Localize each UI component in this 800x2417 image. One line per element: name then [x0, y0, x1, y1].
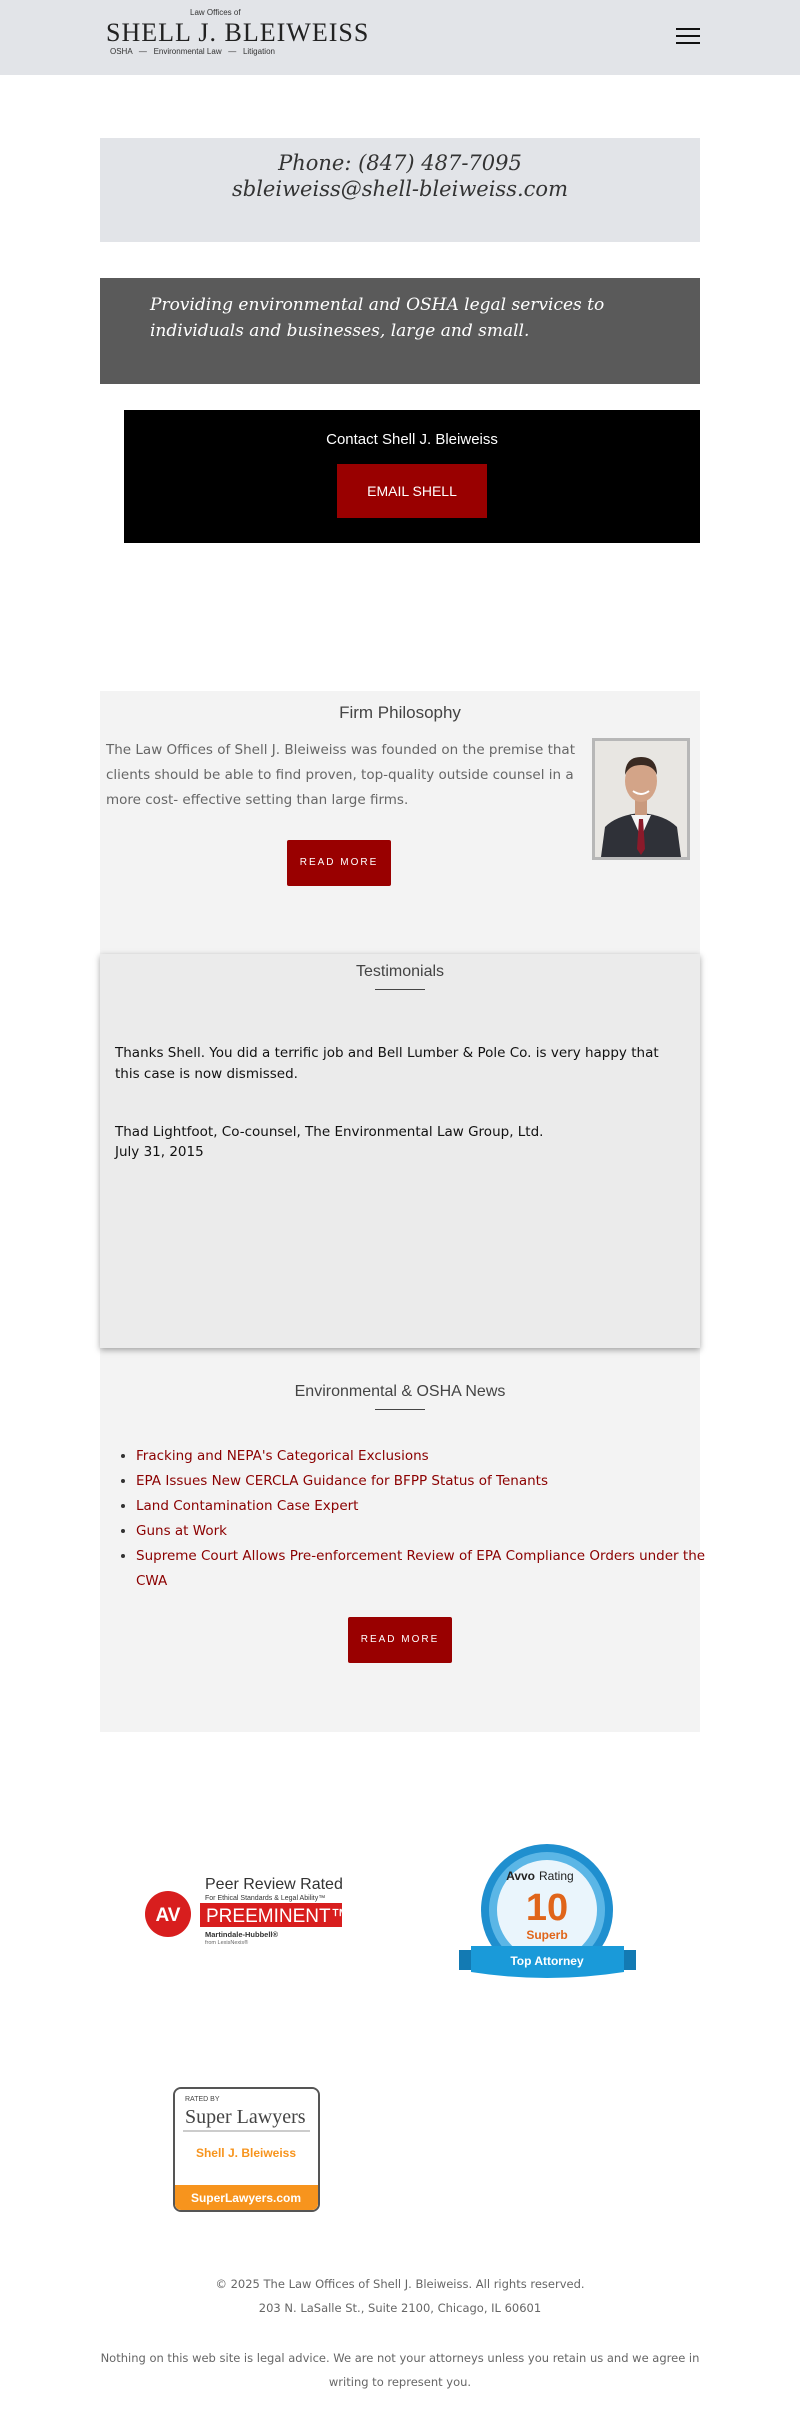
av-line2: For Ethical Standards & Legal Ability™: [205, 1895, 326, 1902]
footer-info: [0, 2272, 800, 2320]
av-from: from LexisNexis®: [205, 1940, 249, 1946]
sl-brand: Super Lawyers: [185, 2106, 306, 2128]
news-link[interactable]: EPA Issues New CERCLA Guidance for BFPP Status of Tenants: [136, 1473, 548, 1489]
av-preeminent-badge[interactable]: [144, 1874, 344, 1946]
email-address[interactable]: sbleiweiss@shell-bleiweiss.com: [232, 177, 568, 201]
disclaimer-text: Nothing on this web site is legal advice. We are not your attorneys unless you retain us and we agree in writing to represent you.: [100, 2351, 700, 2389]
news-link[interactable]: Guns at Work: [136, 1523, 227, 1539]
av-line1: Peer Review Rated: [205, 1876, 343, 1893]
attorney-portrait: [592, 738, 690, 860]
testimonial-date: July 31, 2015: [115, 1144, 204, 1160]
list-item: [136, 1444, 716, 1469]
sl-name: Shell J. Bleiweiss: [195, 2146, 297, 2160]
avvo-rating-label: Rating: [539, 1869, 574, 1883]
avvo-rating-badge[interactable]: [455, 1842, 640, 1992]
avvo-brand: Avvo: [506, 1869, 535, 1883]
av-badge-graphic: [144, 1874, 344, 1946]
portrait-image: [595, 741, 687, 857]
testimonials-title: Testimonials: [355, 963, 445, 980]
address-text: 203 N. LaSalle St., Suite 2100, Chicago, IL 60601: [258, 2301, 542, 2315]
philosophy-text: The Law Offices of Shell J. Bleiweiss was founded on the premise that clients should be able to find proven, top-quality outside counsel in a more cost- effective setting than large firms.: [106, 742, 575, 808]
menu-icon[interactable]: [676, 28, 700, 46]
title-underline: [375, 1409, 425, 1410]
testimonial-quote: Thanks Shell. You did a terrific job and Bell Lumber & Pole Co. is very happy that this case is now dismissed.: [115, 1045, 659, 1082]
super-lawyers-graphic: [175, 2089, 318, 2210]
logo-tagline: OSHA — Environmental Law — Litigation: [110, 47, 275, 56]
tagline-text: Providing environmental and OSHA legal services to individuals and businesses, large and small.: [150, 295, 605, 341]
news-title: Environmental & OSHA News: [294, 1383, 506, 1400]
phone-number[interactable]: Phone: (847) 487-7095: [278, 151, 522, 175]
sl-site: SuperLawyers.com: [190, 2191, 302, 2205]
contact-cta-title: Contact Shell J. Bleiweiss: [326, 431, 498, 448]
philosophy-read-more-button[interactable]: READ MORE: [287, 840, 391, 886]
news-heading: [100, 1383, 700, 1410]
list-item: [136, 1494, 716, 1519]
philosophy-title: Firm Philosophy: [339, 703, 461, 722]
list-item: [136, 1519, 716, 1544]
avvo-word: Superb: [526, 1928, 568, 1942]
av-mark: AV: [155, 1905, 181, 1926]
news-read-more-button[interactable]: READ MORE: [348, 1617, 452, 1663]
contact-info-box: [100, 138, 700, 242]
logo-subtitle[interactable]: Law Offices of: [190, 8, 241, 17]
avvo-ribbon: Top Attorney: [510, 1954, 584, 1968]
news-link[interactable]: Fracking and NEPA's Categorical Exclusions: [136, 1448, 429, 1464]
copyright-text: © 2025 The Law Offices of Shell J. Bleiweiss. All rights reserved.: [215, 2277, 585, 2291]
list-item: [136, 1544, 716, 1594]
testimonials-heading: [100, 963, 700, 990]
av-rating: PREEMINENT™: [206, 1906, 344, 1927]
email-shell-button[interactable]: EMAIL SHELL: [337, 464, 487, 518]
news-list: [116, 1444, 716, 1594]
avvo-badge-graphic: [455, 1842, 640, 1992]
avvo-score: 10: [525, 1887, 569, 1929]
sl-rated-by: RATED BY: [185, 2096, 220, 2103]
contact-cta: [124, 410, 700, 543]
testimonial-author: Thad Lightfoot, Co-counsel, The Environmental Law Group, Ltd.: [115, 1124, 544, 1140]
news-link[interactable]: Supreme Court Allows Pre-enforcement Review of EPA Compliance Orders under the CWA: [136, 1548, 706, 1589]
testimonial-attribution: [115, 1122, 675, 1162]
super-lawyers-badge[interactable]: [173, 2087, 320, 2212]
list-item: [136, 1469, 716, 1494]
tagline-box: [100, 278, 700, 384]
site-logo[interactable]: SHELL J. BLEIWEISS: [106, 18, 370, 47]
av-org: Martindale-Hubbell®: [205, 1930, 279, 1939]
title-underline: [375, 989, 425, 990]
news-link[interactable]: Land Contamination Case Expert: [136, 1498, 359, 1514]
